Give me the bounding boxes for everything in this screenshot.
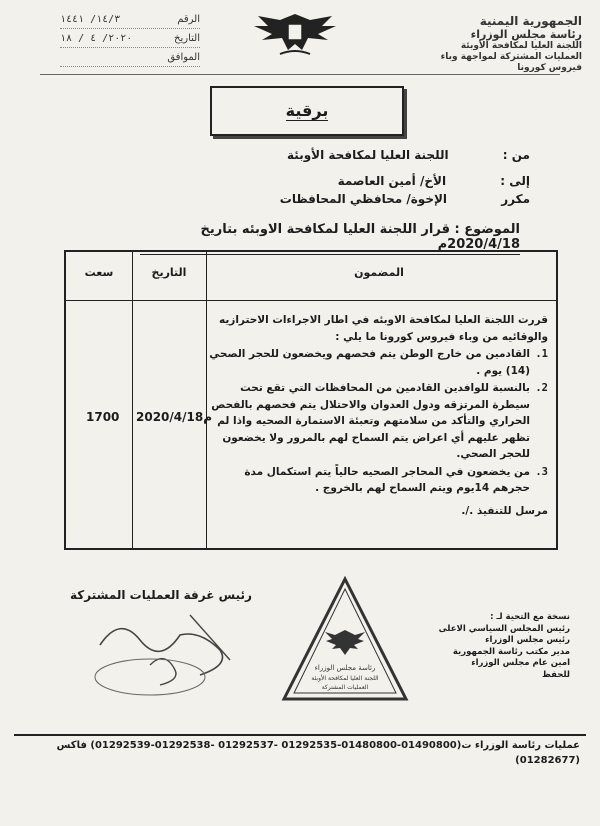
cc-line: مدير مكتب رئاسة الجمهورية: [452, 646, 570, 657]
ref-number-row: [60, 14, 200, 29]
stamp-line: العمليات المشتركة: [321, 684, 369, 691]
header-date: التاريخ: [151, 266, 187, 279]
ref-corresponding-row: [60, 52, 200, 67]
decision-content: [208, 312, 548, 519]
date-cell: 2020/4/18م: [136, 410, 213, 424]
to-label: إلى :: [500, 174, 530, 188]
from-label: من :: [502, 148, 530, 162]
decision-item: [208, 346, 548, 379]
item-text: القادمين من خارج الوطن يتم فحصهم ويخضعون للحجر الصحي (14) يوم .: [209, 348, 530, 377]
header-time: سعت: [84, 266, 114, 279]
to-value: الأخ/ أمين العاصمة: [337, 174, 447, 188]
copies-row: [70, 192, 530, 210]
item-number: 2.: [535, 382, 548, 394]
decision-item: [208, 380, 548, 463]
cc-line: رئيس مجلس الوزراء: [485, 635, 570, 645]
copies-value: الإخوة/ محافظي المحافظات: [279, 192, 448, 206]
cc-line: نسخة مع التحية لـ :: [490, 612, 570, 622]
org-line: اللجنة العليا لمكافحة الأوبئة: [460, 41, 582, 51]
item-number: 3.: [535, 465, 548, 478]
header-content: المضمون: [354, 266, 404, 279]
cc-list: [420, 612, 570, 681]
cc-line: رئيس المجلس السياسي الاعلى: [438, 623, 570, 634]
org-line: رئاسة مجلس الوزراء: [470, 28, 582, 41]
org-line: العمليات المشتركة لمواجهة وباء: [440, 52, 582, 62]
ref-date-value: ٢٠٢٠/ ٤ / ١٨: [60, 33, 133, 44]
subject-line: الموضوع : قرار اللجنة العليا لمكافحة الاوبئه بتاريخ 2020/4/18م: [140, 222, 520, 255]
org-line: فيروس كورونا: [517, 63, 582, 73]
content-table: [64, 250, 558, 550]
header-divider: [40, 74, 560, 75]
table-column-divider: [132, 252, 133, 548]
cc-line: للحفظ: [541, 669, 570, 680]
from-row: [70, 148, 530, 166]
to-row: [70, 174, 530, 192]
official-triangle-stamp: [280, 575, 410, 705]
ref-number-label: الرقم: [177, 14, 200, 25]
ref-number-value: ١٤/٣/ ١٤٤١: [60, 14, 121, 25]
reference-box: [60, 14, 200, 71]
closing-note: مرسل للتنفيذ ./.: [461, 504, 548, 517]
ref-date-label: التاريخ: [174, 33, 200, 44]
copies-label: مكرر: [501, 192, 530, 206]
stamp-line: رئاسة مجلس الوزراء: [314, 664, 376, 672]
decision-item: [208, 464, 548, 497]
item-text: من يخضعون في المحاجر الصحيه حالياً يتم استكمال مدة حجرهم 14يوم ويتم السماح لهم بالخروج .: [244, 465, 530, 494]
table-header-divider: [66, 300, 556, 301]
time-cell: 1700: [86, 410, 120, 424]
footer-contacts: [20, 738, 580, 768]
handwritten-signature: [80, 605, 270, 700]
from-value: اللجنة العليا لمكافحة الأوبئة: [287, 148, 449, 162]
organization-header: [412, 14, 582, 74]
document-title: برقية: [285, 101, 329, 120]
item-text: بالنسبة للوافدين القادمين من المحافظات التي تقع تحت سيطرة المرتزقه ودول العدوان والاحتلال يتم فحصهم بالفحص الحراري والتأكد من سلامتهم وتعبئة الاستمارة الصحيه واذا لم تظهر عليهم أي اعراض يتم السماح لهم بالمرور ولا يخضعون للحجر الصحي.: [211, 382, 530, 460]
document-title-box: [210, 86, 404, 136]
footer-divider: [14, 734, 586, 736]
ref-corresponding-label: الموافق: [167, 52, 200, 63]
eagle-emblem-icon: [250, 10, 340, 58]
org-line: الجمهورية اليمنية: [479, 14, 582, 28]
table-column-divider: [206, 252, 207, 548]
decision-intro: قررت اللجنة العليا لمكافحة الاوبئه في اطار الاجراءات الاحترازيه والوقائيه من وباء فيروس كورونا ما يلي :: [218, 314, 548, 343]
footer-phones: عمليات رئاسة الوزراء ت(01490800-01480800-01292535 -01292537 -01292538-01292539) فاكس: [56, 740, 580, 751]
signatory-title: رئيس غرفة العمليات المشتركة: [70, 588, 252, 602]
cc-line: امين عام مجلس الوزراء: [471, 658, 570, 668]
stamp-line: اللجنة العليا لمكافحة الأوبئة: [311, 675, 379, 682]
ref-date-row: [60, 33, 200, 48]
item-number: 1.: [535, 348, 548, 360]
footer-fax: (01282677): [515, 755, 580, 766]
